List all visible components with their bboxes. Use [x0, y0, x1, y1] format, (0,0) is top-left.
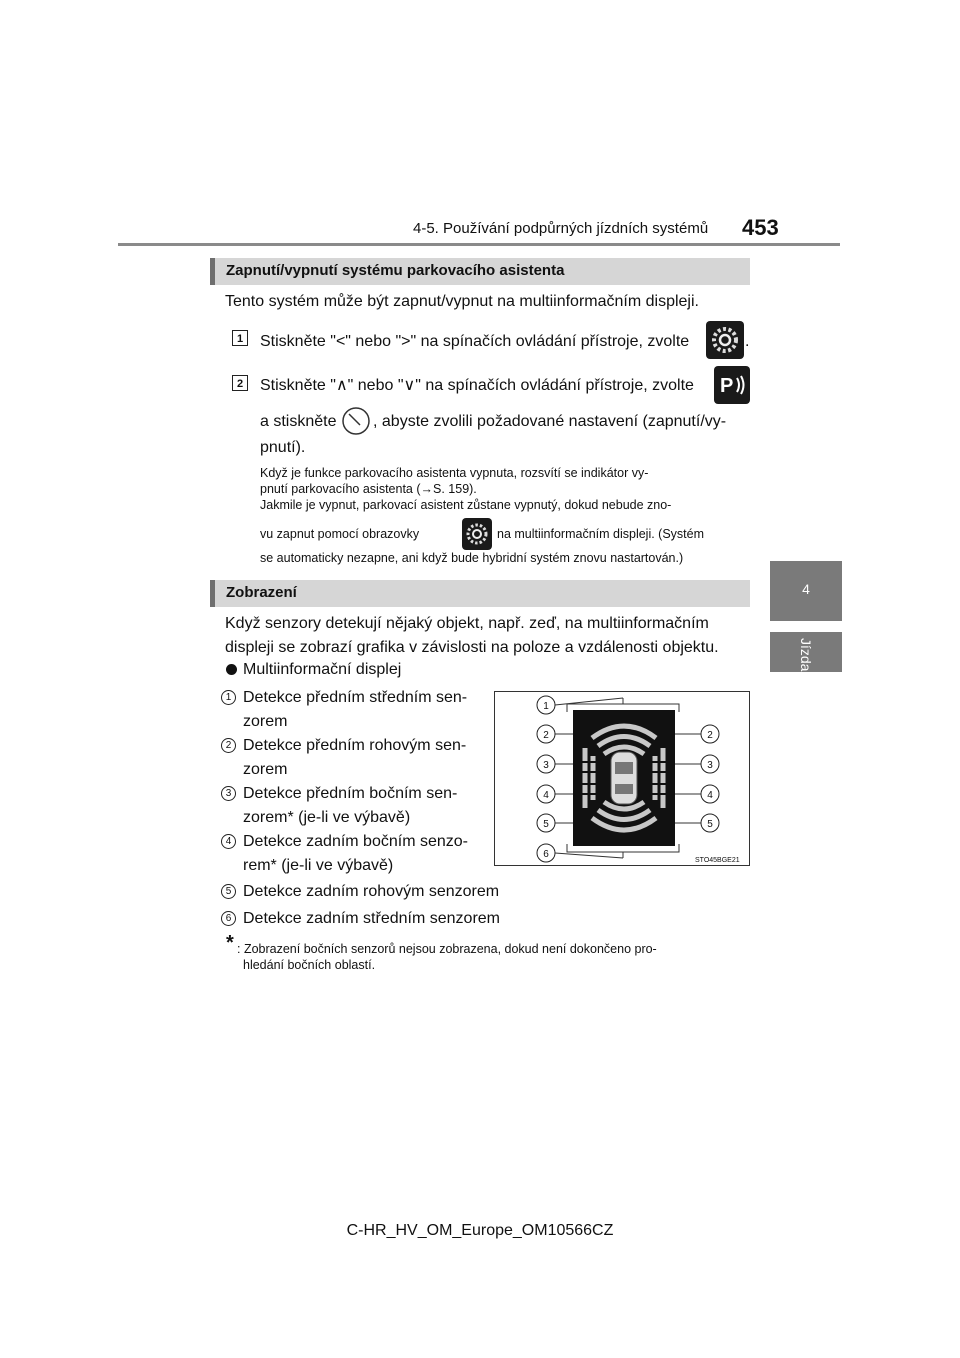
figure-label: 5: [707, 819, 713, 830]
figure-code: STO45BGE21: [695, 857, 740, 864]
step-text: Stiskněte "<" nebo ">" na spínačích ovládání přístroje, zvolte: [260, 333, 690, 350]
parking-sensor-diagram: [495, 692, 749, 865]
footnote-mark: *: [226, 932, 234, 954]
step-text-cont: , abyste zvolili požadované nastavení (zapnutí/vy-: [373, 413, 727, 430]
item-text: zorem* (je-li ve výbavě): [243, 809, 411, 826]
note-text: vu zapnut pomocí obrazovky: [260, 527, 420, 541]
item-number: 5: [221, 884, 236, 899]
step-number: 2: [232, 375, 248, 391]
step-text-cont: pnutí).: [260, 439, 306, 456]
running-header: 4-5. Používání podpůrných jízdních systémů: [413, 220, 709, 237]
intro-text: Tento systém může být zapnut/vypnut na multiinformačním displeji.: [225, 293, 699, 310]
item-text: Detekce zadním rohovým senzorem: [243, 883, 500, 900]
figure-label: 5: [543, 819, 549, 830]
intro-text: Když senzory detekují nějaký objekt, např. zeď, na multiinformačním: [225, 615, 709, 632]
item-text: Detekce předním rohovým sen-: [243, 737, 467, 754]
note-text: pnutí parkovacího asistenta (→S. 159).: [260, 482, 477, 496]
item-number: 3: [221, 786, 236, 801]
svg-text:P: P: [720, 375, 734, 397]
document-footer: C-HR_HV_OM_Europe_OM10566CZ: [346, 1222, 614, 1239]
step-end: .: [745, 333, 750, 350]
step-text-cont: a stiskněte: [260, 413, 337, 430]
item-text: Detekce předním bočním sen-: [243, 785, 458, 802]
item-number: 6: [221, 911, 236, 926]
item-text: Detekce zadním středním senzorem: [243, 910, 500, 927]
item-text: zorem: [243, 761, 288, 778]
header-rule: [118, 243, 840, 246]
figure-label: 2: [707, 730, 713, 741]
section-title: Zobrazení: [226, 584, 297, 601]
note-text: na multiinformačním displeji. (Systém: [497, 527, 705, 541]
chapter-label: Jízda: [798, 638, 814, 672]
ok-button-icon: [340, 405, 372, 437]
bullet-icon: [226, 664, 237, 675]
parking-assist-icon: [714, 366, 750, 404]
item-text: rem* (je-li ve výbavě): [243, 857, 394, 874]
settings-gear-icon: [462, 518, 492, 550]
note-text: se automaticky nezapne, ani když bude hybridní systém znovu nastartován.): [260, 551, 684, 565]
item-number: 2: [221, 738, 236, 753]
footnote-text: hledání bočních oblastí.: [243, 958, 376, 972]
chapter-number: 4: [802, 581, 810, 597]
footnote-text: : Zobrazení bočních senzorů nejsou zobrazena, dokud není dokončeno pro-: [237, 942, 657, 956]
item-number: 1: [221, 690, 236, 705]
figure-label: 6: [543, 849, 549, 860]
page-number: 453: [742, 215, 779, 240]
chapter-label-tab: [770, 632, 842, 672]
intro-text: displeji se zobrazí grafika v závislosti na poloze a vzdálenosti objektu.: [225, 639, 719, 656]
section-title: Zapnutí/vypnutí systému parkovacího asistenta: [226, 262, 565, 279]
note-text: Jakmile je vypnut, parkovací asistent zůstane vypnutý, dokud nebude zno-: [260, 498, 672, 512]
figure-label: 3: [543, 760, 549, 771]
item-number: 4: [221, 834, 236, 849]
section-heading-bar: [210, 258, 750, 285]
item-text: Detekce zadním bočním senzo-: [243, 833, 468, 850]
figure-label: 1: [543, 701, 549, 712]
figure-label: 2: [543, 730, 549, 741]
step-number: 1: [232, 330, 248, 346]
step-text: Stiskněte "∧" nebo "∨" na spínačích ovládání přístroje, zvolte: [260, 377, 694, 394]
settings-gear-icon: [706, 321, 744, 359]
figure-label: 4: [707, 790, 713, 801]
section-heading-bar: [210, 580, 750, 607]
bullet-text: Multiinformační displej: [243, 661, 402, 678]
figure-label: 3: [707, 760, 713, 771]
item-text: Detekce předním středním sen-: [243, 689, 468, 706]
item-text: zorem: [243, 713, 288, 730]
sensor-display-figure: [494, 691, 750, 866]
note-text: Když je funkce parkovacího asistenta vypnuta, rozsvítí se indikátor vy-: [260, 466, 649, 480]
figure-label: 4: [543, 790, 549, 801]
